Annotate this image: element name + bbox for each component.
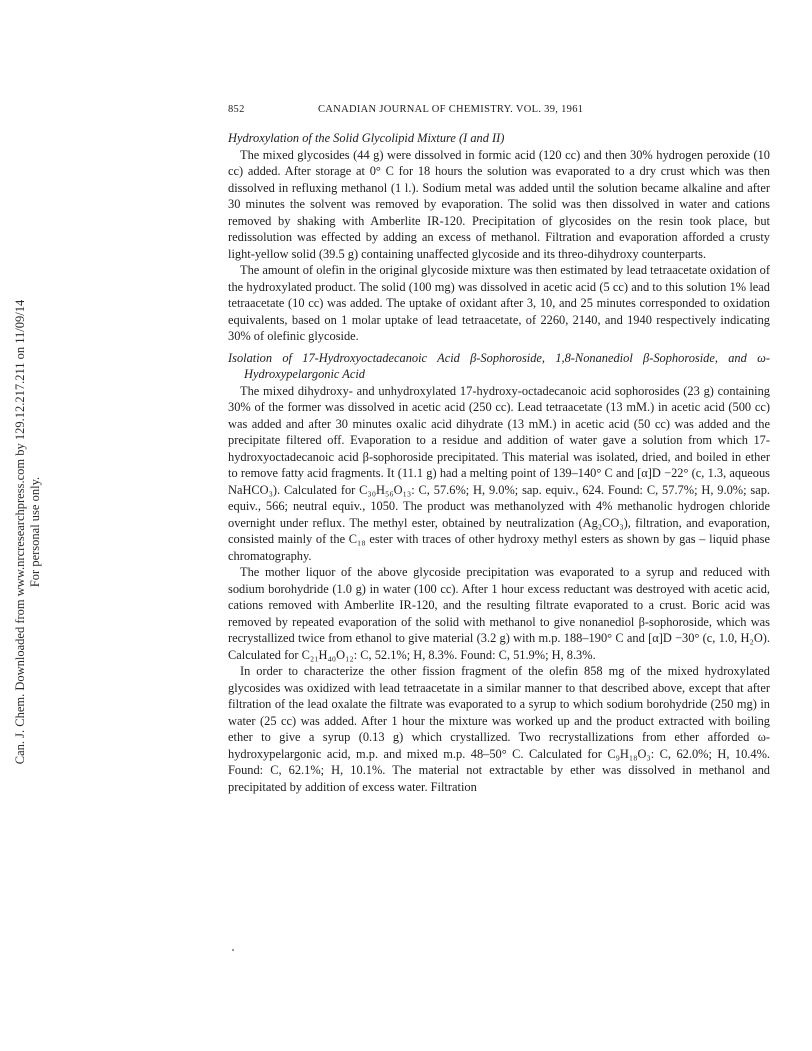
paragraph: The mixed glycosides (44 g) were dissolved in formic acid (120 cc) and then 30% hydrogen peroxide (10 cc) added. After storage at 0° C for 18 hours the solution was evaporated to a dry crust which was then dissolved in refluxing methanol (1 l.). Sodium metal was added until the solution became alkaline and after 30 minutes the solvent was removed by evaporation. The solid was then dissolved in water and cations removed by shaking with Amberlite IR-120. Precipitation of glycosides on the resin took place, but redissolution was effected by adding an excess of methanol. Filtration and evaporation afforded a crusty light-yellow solid (39.5 g) containing unaffected glycoside and its threo-dihydroxy counterparts. (228, 147, 770, 261)
paragraph: The mixed dihydroxy- and unhydroxylated 17-hydroxy-octadecanoic acid sophorosides (23 g) containing 30% of the former was dissolved in acetic acid (250 cc). Lead tetraacetate (13 mM.) in acetic acid (500 cc) was added and after 30 minutes oxalic acid dihydrate (13 mM.) in acetic acid (50 cc) was added and the precipitate filtered off. Evaporation to a residue and addition of water gave a solution from which 17-hydroxyoctadecanoic acid β-sophoroside precipitated. This material was isolated, dried, and boiled in ether to remove fatty acid fragments. It (11.1 g) had a melting point of 139–140° C and [α]D −22° (c, 1.3, aqueous NaHCO₃). Calculated for C₃₀H₅₆O₁₃: C, 57.6%; H, 9.0%; sap. equiv., 624. Found: C, 57.7%; H, 9.0%; sap. equiv., 566; neutral equiv., 1050. The product was methanolyzed with 4% methanolic hydrogen chloride overnight under reflux. The methyl ester, obtained by neutralization (Ag₂CO₃), filtration, and evaporation, consisted mainly of the C₁₈ ester with traces of other hydroxy methyl esters as shown by gas – liquid phase chromatography. (228, 383, 770, 563)
download-notice-line-2: For personal use only. (28, 476, 42, 588)
running-header (228, 104, 770, 118)
download-notice (13, 192, 43, 872)
stray-mark (232, 949, 234, 951)
section-heading-isolation: Isolation of 17-Hydroxyoctadecanoic Acid β-Sophoroside, 1,8-Nonanediol β-Sophoroside, and ω-Hydroxypelargonic Acid (228, 350, 770, 381)
journal-page (228, 104, 770, 795)
download-notice-line-1: Can. J. Chem. Downloaded from www.nrcresearchpress.com by 129.12.217.211 on 11/09/14 (13, 299, 27, 765)
page-number: 852 (228, 104, 245, 115)
paragraph: In order to characterize the other fission fragment of the olefin 858 mg of the mixed hydroxylated glycosides was oxidized with lead tetraacetate in a similar manner to that described above, except that after filtration of the lead oxalate the filtrate was evaporated to a syrup to which sodium borohydride (250 mg) in water (25 cc) was added. After 1 hour the mixture was worked up and the product extracted with boiling ether to give a syrup (0.13 g) which crystallized. Two recrystallizations from ether afforded ω-hydroxypelargonic acid, m.p. and mixed m.p. 48–50° C. Calculated for C₉H₁₈O₃: C, 62.0%; H, 10.4%. Found: C, 62.1%; H, 10.1%. The material not extractable by ether was dissolved in methanol and precipitated by addition of excess water. Filtration (228, 664, 770, 794)
section-heading-hydroxylation: Hydroxylation of the Solid Glycolipid Mixture (I and II) (228, 131, 505, 145)
paragraph: The mother liquor of the above glycoside precipitation was evaporated to a syrup and reduced with sodium borohydride (1.0 g) in water (100 cc). After 1 hour excess reductant was destroyed with acetic acid, cations removed with Amberlite IR-120, and the resulting filtrate evaporated to a crust. Boric acid was removed by repeated evaporation of the solid with methanol to give nonanediol β-sophoroside, which was recrystallized twice from ethanol to give material (3.2 g) with m.p. 188–190° C and [α]D −30° (c, 1.0, H₂O). Calculated for C₂₁H₄₀O₁₂: C, 52.1%; H, 8.3%. Found: C, 51.9%; H, 8.3%. (228, 565, 770, 662)
paragraph: The amount of olefin in the original glycoside mixture was then estimated by lead tetraacetate oxidation of the hydroxylated product. The solid (100 mg) was dissolved in acetic acid (5 cc) and to this solution 1% lead tetraacetate (10 cc) was added. The uptake of oxidant after 3, 10, and 25 minutes corresponded to oxidation equivalents, based on 1 molar uptake of lead tetraacetate, of 2260, 2140, and 1940 respectively indicating 30% of olefinic glycoside. (228, 263, 770, 343)
journal-title: CANADIAN JOURNAL OF CHEMISTRY. VOL. 39, 1961 (318, 104, 584, 115)
article-body (228, 130, 770, 795)
